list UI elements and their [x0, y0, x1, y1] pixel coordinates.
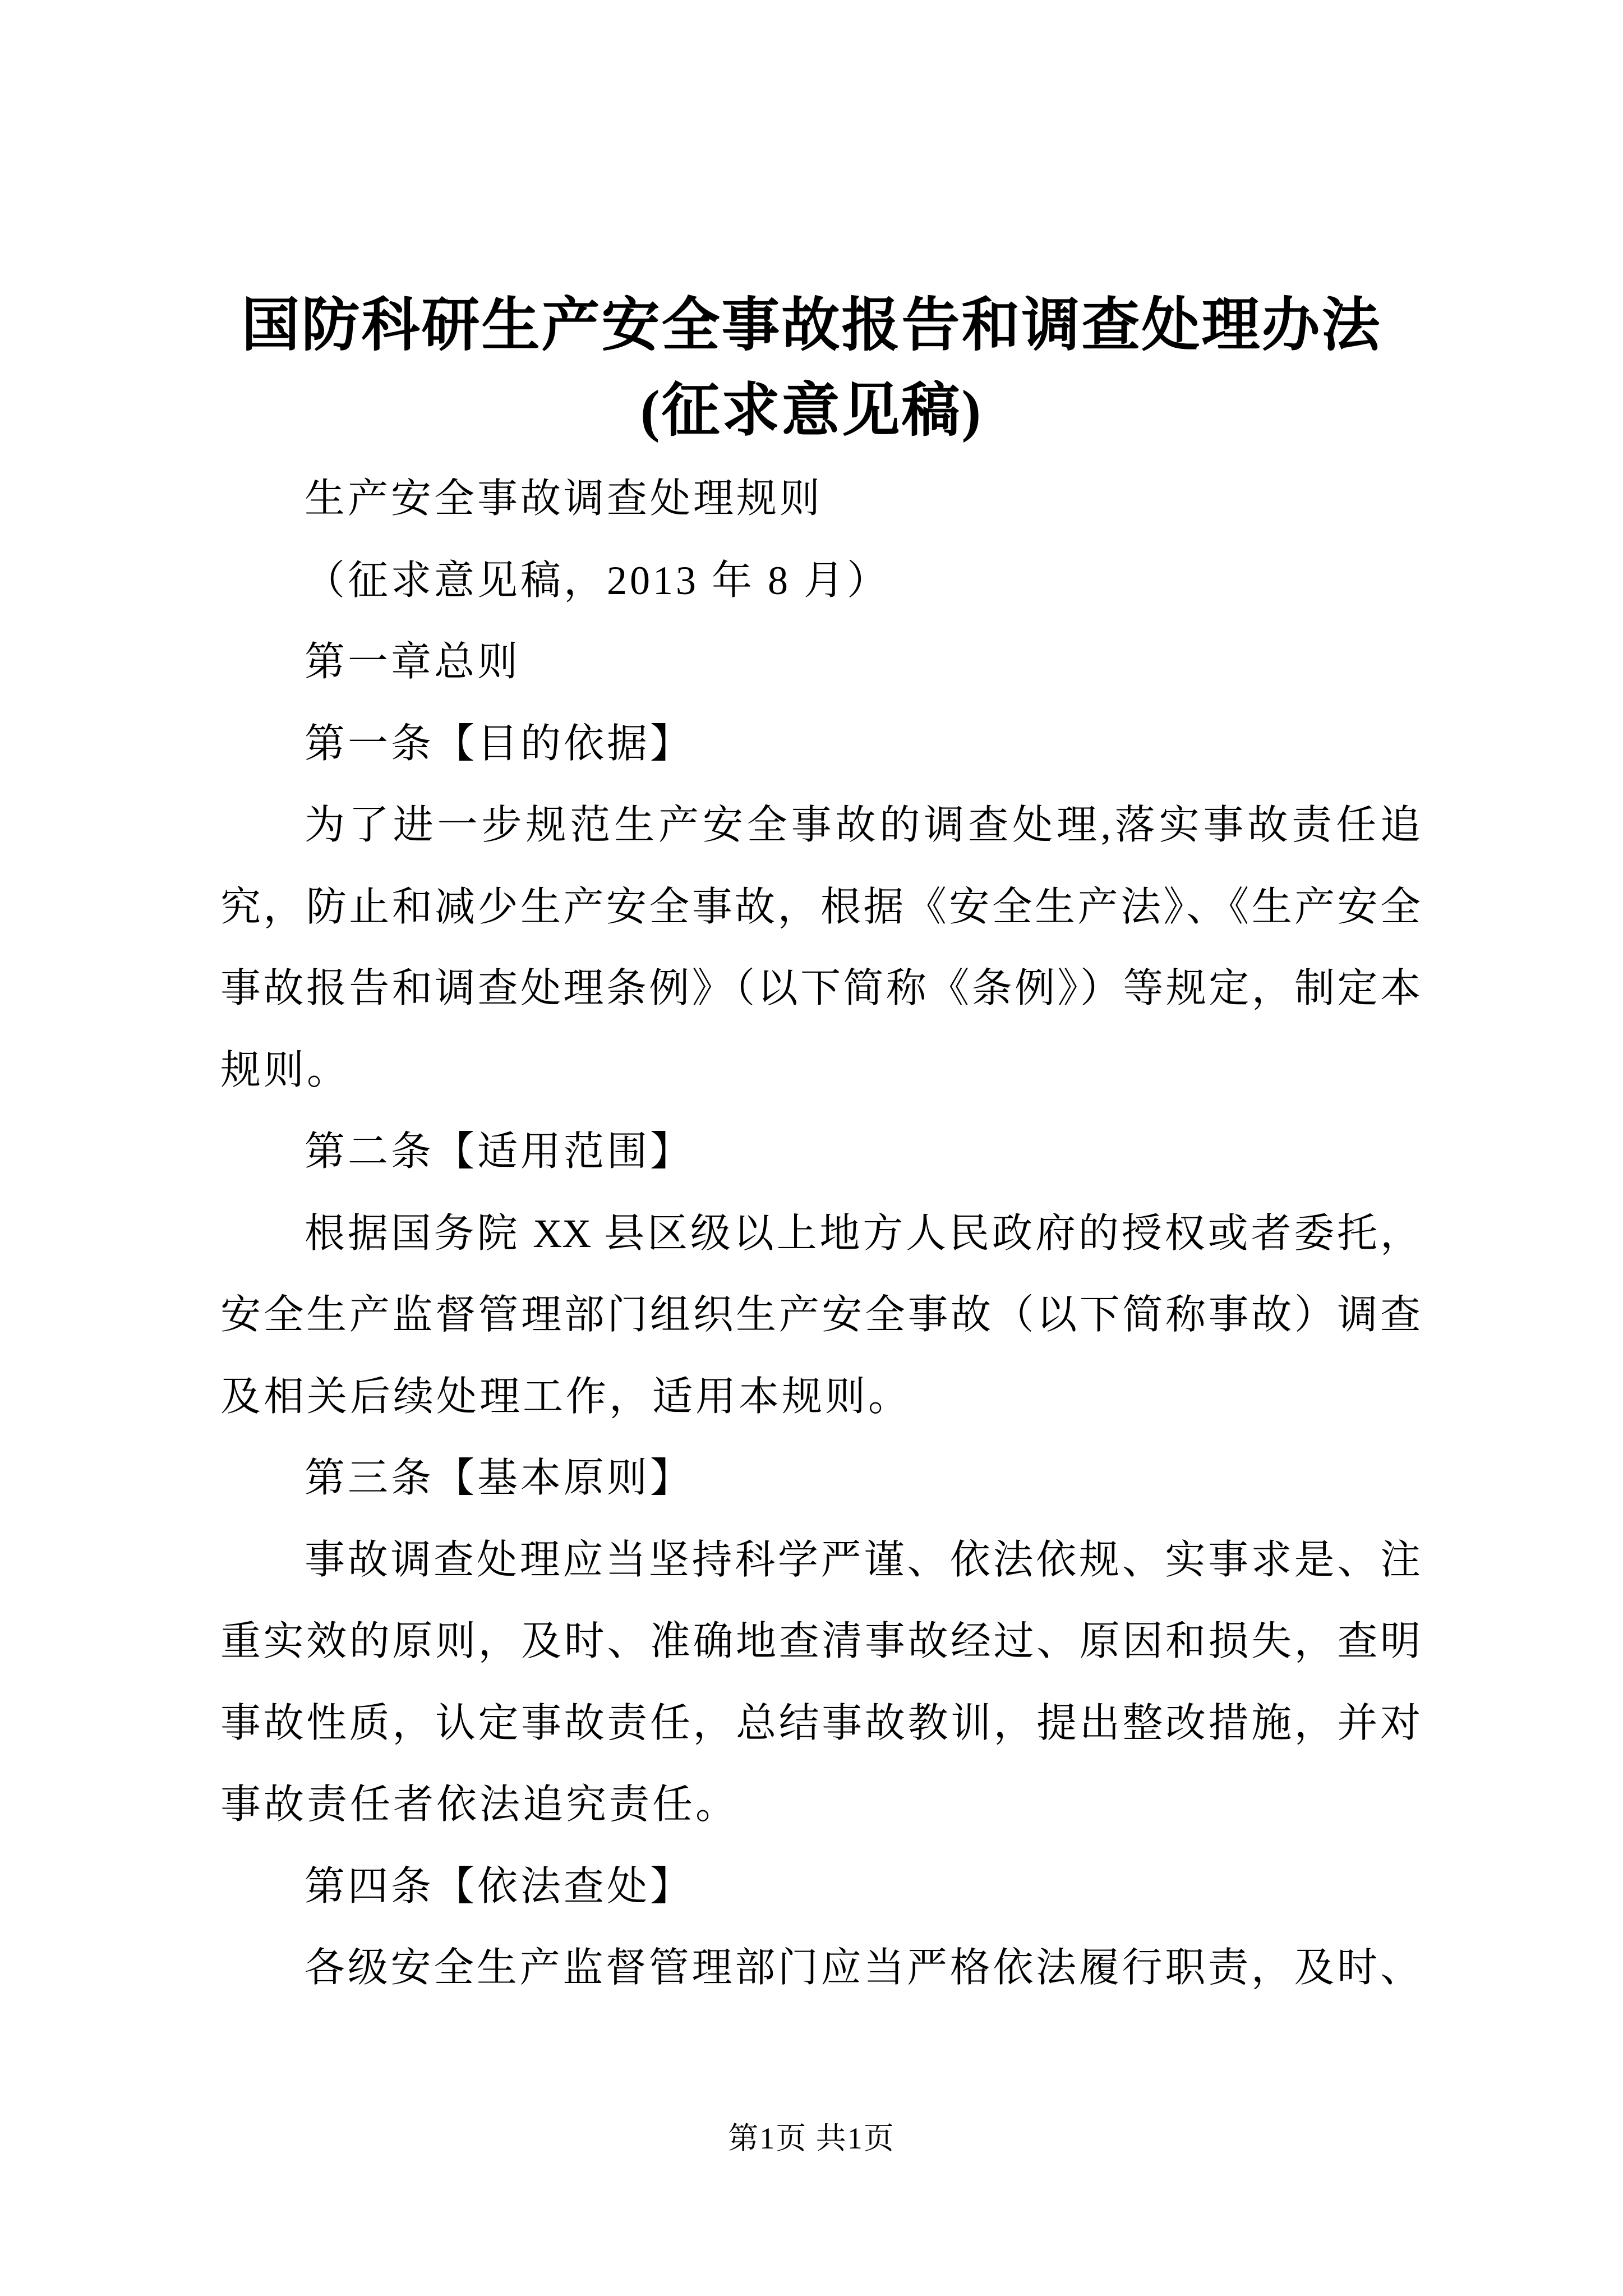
document-title	[211, 283, 1412, 454]
body-line: 第四条【依法查处】	[305, 1864, 694, 1909]
page-number: 第1页 共1页	[728, 2122, 895, 2155]
body-line: 根据国务院 XX 县区级以上地方人民政府的授权或者委托，	[305, 1211, 1421, 1256]
body-line: 第一章总则	[305, 639, 521, 684]
body-line: 规则。	[220, 1047, 351, 1093]
body-line: 事故责任者依法追究责任。	[220, 1782, 739, 1827]
body-line: 生产安全事故调查处理规则	[305, 476, 823, 521]
body-line: 事故报告和调查处理条例》（以下简称《条例》）等规定，制定本	[220, 966, 1421, 1011]
body-line: （征求意见稿，2013 年 8 月）	[305, 558, 891, 603]
body-line: 究，防止和减少生产安全事故，根据《安全生产法》、《生产安全	[220, 884, 1421, 930]
body-line: 为了进一步规范生产安全事故的调查处理,落实事故责任追	[305, 803, 1421, 848]
body-line: 第三条【基本原则】	[305, 1456, 694, 1501]
document-title-line2: (征求意见稿)	[640, 379, 983, 443]
body-line: 事故性质，认定事故责任，总结事故教训，提出整改措施，并对	[220, 1700, 1421, 1746]
body-line: 及相关后续处理工作，适用本规则。	[220, 1374, 912, 1419]
body-line: 事故调查处理应当坚持科学严谨、依法依规、实事求是、注	[305, 1537, 1421, 1582]
body-line: 第一条【目的依据】	[305, 721, 694, 766]
body-line: 各级安全生产监督管理部门应当严格依法履行职责，及时、	[305, 1945, 1421, 1990]
body-line: 重实效的原则，及时、准确地查清事故经过、原因和损失，查明	[220, 1619, 1421, 1664]
body-line: 安全生产监督管理部门组织生产安全事故（以下简称事故）调查	[220, 1292, 1421, 1337]
document-title-line1: 国防科研生产安全事故报告和调查处理办法	[241, 293, 1382, 358]
document-body	[220, 458, 1421, 2009]
body-line: 第二条【适用范围】	[305, 1129, 694, 1174]
